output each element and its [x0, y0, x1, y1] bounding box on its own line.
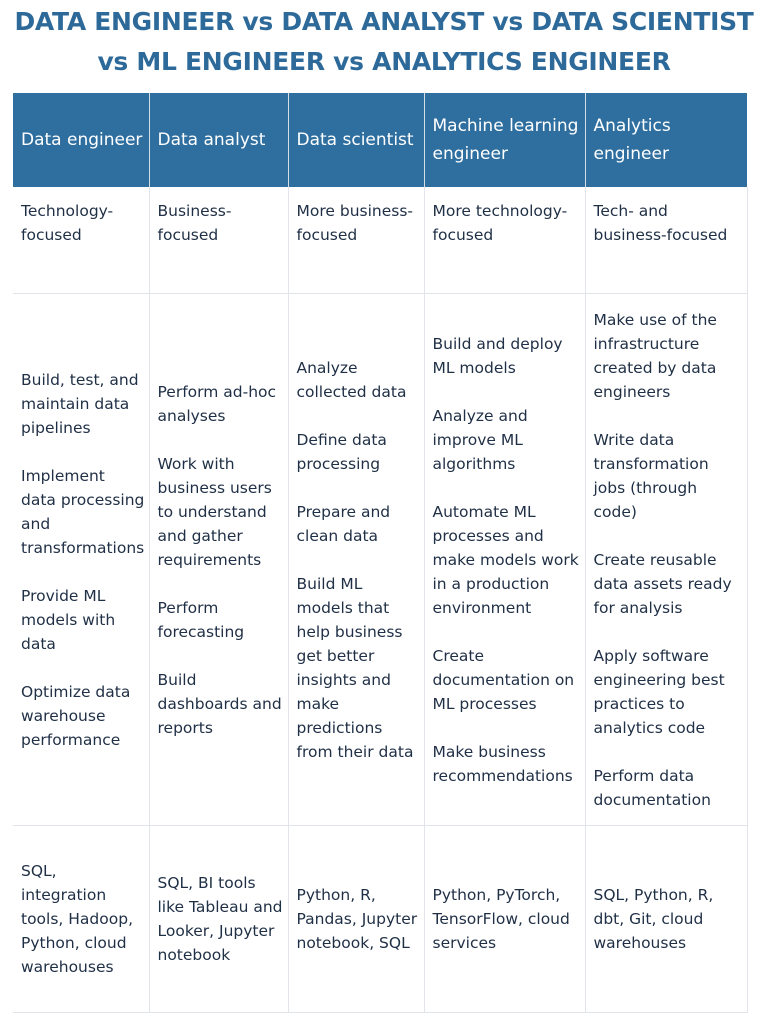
- responsibility-item: Write data transformation jobs (through code): [593, 430, 709, 521]
- responsibility-item: Automate ML processes and make models work in a production environment: [432, 502, 579, 617]
- responsibility-item: Create reusable data assets ready for analysis: [593, 550, 732, 617]
- responsibility-item: Work with business users to understand and gather requirements: [157, 454, 272, 569]
- responsibility-item: Analyze collected data: [296, 358, 407, 401]
- responsibility-item: Perform forecasting: [157, 598, 245, 641]
- responsibility-item: Perform ad-hoc analyses: [157, 382, 277, 425]
- header-data-analyst: Data analyst: [149, 93, 288, 187]
- title-line-1: DATA ENGINEER vs DATA ANALYST vs DATA SCIENTIST: [14, 7, 754, 36]
- title-line-2: vs ML ENGINEER vs ANALYTICS ENGINEER: [97, 47, 671, 76]
- header-row: [13, 93, 747, 187]
- header-analytics-engineer: Analytics engineer: [585, 93, 747, 187]
- focus-row: [13, 187, 747, 294]
- responsibilities-row: [13, 294, 747, 826]
- tools-row: [13, 826, 747, 1013]
- tools-cell: SQL, integration tools, Hadoop, Python, cloud warehouses: [13, 826, 149, 1013]
- focus-cell: More business-focused: [288, 187, 424, 294]
- responsibility-item: Build and deploy ML models: [432, 334, 563, 377]
- comparison-table: [13, 93, 748, 1013]
- tools-cell: Python, PyTorch, TensorFlow, cloud services: [424, 826, 585, 1013]
- responsibility-item: Build, test, and maintain data pipelines: [21, 370, 139, 437]
- tools-cell: SQL, Python, R, dbt, Git, cloud warehouses: [585, 826, 747, 1013]
- responsibility-item: Build ML models that help business get better insights and make predictions from their data: [296, 574, 414, 761]
- focus-cell: Business-focused: [149, 187, 288, 294]
- page-title: [0, 2, 768, 88]
- responsibility-item: Apply software engineering best practices to analytics code: [593, 646, 725, 737]
- responsibilities-cell-data-engineer: [13, 294, 149, 826]
- responsibility-item: Make use of the infrastructure created by data engineers: [593, 310, 717, 401]
- responsibility-item: Make business recommendations: [432, 742, 573, 785]
- responsibility-item: Define data processing: [296, 430, 387, 473]
- focus-cell: More technology-focused: [424, 187, 585, 294]
- responsibility-item: Analyze and improve ML algorithms: [432, 406, 528, 473]
- responsibilities-cell-ml-engineer: [424, 294, 585, 826]
- responsibility-item: Implement data processing and transformations: [21, 466, 145, 557]
- header-data-scientist: Data scientist: [288, 93, 424, 187]
- responsibilities-cell-data-analyst: [149, 294, 288, 826]
- focus-cell: Tech- and business-focused: [585, 187, 747, 294]
- responsibility-item: Perform data documentation: [593, 766, 711, 809]
- responsibilities-cell-analytics-engineer: [585, 294, 747, 826]
- focus-cell: Technology-focused: [13, 187, 149, 294]
- responsibility-item: Optimize data warehouse performance: [21, 682, 131, 749]
- header-data-engineer: Data engineer: [13, 93, 149, 187]
- responsibility-item: Provide ML models with data: [21, 586, 116, 653]
- tools-cell: SQL, BI tools like Tableau and Looker, Jupyter notebook: [149, 826, 288, 1013]
- responsibility-item: Build dashboards and reports: [157, 670, 282, 737]
- responsibility-item: Prepare and clean data: [296, 502, 391, 545]
- responsibilities-cell-data-scientist: [288, 294, 424, 826]
- header-ml-engineer: Machine learning engineer: [424, 93, 585, 187]
- responsibility-item: Create documentation on ML processes: [432, 646, 575, 713]
- tools-cell: Python, R, Pandas, Jupyter notebook, SQL: [288, 826, 424, 1013]
